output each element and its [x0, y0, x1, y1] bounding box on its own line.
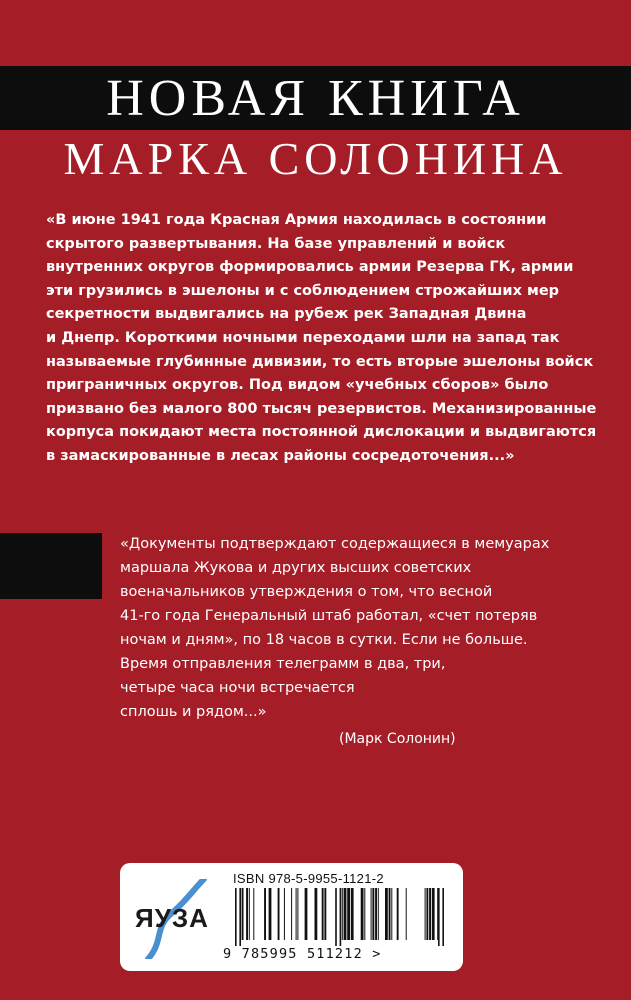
- barcode-bar: [242, 888, 244, 940]
- barcode-bar: [425, 888, 426, 940]
- barcode-bar: [324, 888, 326, 940]
- quote-1-line: в замаскированные в лесах районы сосредоточения...»: [46, 447, 515, 464]
- barcode-bar: [371, 888, 372, 940]
- quote-2-line: Время отправления телеграмм в два, три,: [120, 656, 446, 672]
- title-line-1: НОВАЯ КНИГА: [106, 70, 525, 127]
- quote-block-2: [120, 532, 610, 724]
- barcode-bar: [389, 888, 391, 940]
- quote-2-line: четыре часа ночи встречается: [120, 680, 355, 696]
- barcode-bar: [406, 888, 407, 940]
- barcode-bar: [372, 888, 374, 940]
- barcode-bar: [364, 888, 365, 940]
- barcode-bar: [351, 888, 354, 940]
- barcode-bar: [235, 888, 237, 946]
- isbn-label: ISBN 978-5-9955-1121-2: [233, 871, 384, 886]
- barcode-bar: [344, 888, 347, 940]
- publisher-logo-text: ЯУЗА: [135, 903, 209, 933]
- barcode-bar: [340, 888, 342, 946]
- barcode-bar: [391, 888, 392, 940]
- title-line-2: МАРКА СОЛОНИНА: [63, 133, 568, 184]
- barcode-bar: [378, 888, 379, 940]
- barcode-bar: [361, 888, 364, 940]
- barcode-bar: [438, 888, 440, 946]
- quote-1-line: корпуса покидают места постоянной дислокации и выдвигаются: [46, 424, 597, 441]
- quote-1-line: приграничных округов. Под видом «учебных сборов» было: [46, 377, 549, 394]
- barcode-bar: [249, 888, 250, 940]
- barcode-bar: [429, 888, 431, 940]
- barcode-bar: [278, 888, 280, 940]
- quote-2-line: сплошь и рядом...»: [120, 704, 267, 720]
- publisher-logo: [134, 879, 210, 959]
- barcode-bar: [347, 888, 350, 940]
- barcode-bar: [426, 888, 428, 940]
- isbn-panel: [120, 863, 463, 971]
- barcode-bar: [297, 888, 298, 940]
- barcode-digits: 9 785995 511212 >: [223, 946, 382, 962]
- barcode-bar: [296, 888, 297, 940]
- barcode-bar: [385, 888, 388, 940]
- barcode-bar: [284, 888, 285, 940]
- barcode-bar: [291, 888, 292, 940]
- barcode-bar: [264, 888, 266, 940]
- quote-1-line: призвано без малого 800 тысяч резервистов. Механизированные: [46, 400, 597, 417]
- author-attribution: (Марк Солонин): [339, 731, 456, 747]
- barcode-bar: [335, 888, 337, 946]
- barcode-bar: [246, 888, 248, 940]
- quote-block-1: [46, 209, 606, 469]
- quote-2-line: маршала Жукова и других высших советских: [120, 560, 472, 576]
- quote-1-line: внутренних округов формировались армии Резерва ГК, армии: [46, 259, 574, 276]
- barcode-bar: [315, 888, 318, 940]
- quote-2-line: 41-го года Генеральный штаб работал, «счет потеряв: [120, 608, 538, 624]
- quote-1-line: эти грузились в эшелоны и с соблюдением строжайших мер: [46, 282, 560, 299]
- barcode-bar: [305, 888, 308, 940]
- barcode-bar: [442, 888, 444, 946]
- quote-2-line: ночам и дням», по 18 часов в сутки. Если не больше.: [120, 632, 528, 648]
- barcode-bar: [269, 888, 272, 940]
- barcode-bar: [322, 888, 324, 940]
- quote-1-line: «В июне 1941 года Красная Армия находилась в состоянии: [46, 212, 547, 228]
- quote-1-line: секретности выдвигались на рубеж рек Западная Двина: [46, 306, 527, 323]
- quote-2-line: военачальников утверждения о том, что весной: [120, 584, 493, 600]
- barcode-bar: [342, 888, 343, 940]
- barcode-bar: [375, 888, 377, 940]
- quote-1-line: и Днепр. Короткими ночными переходами шли на запад так: [46, 329, 560, 346]
- barcode-bar: [432, 888, 435, 940]
- quote-1-line: называемые глубинные дивизии, то есть вторые эшелоны войск: [46, 353, 594, 370]
- quote-1-line: скрытого развертывания. На базе управлений и войск: [46, 235, 506, 252]
- decorative-black-block: [0, 533, 102, 599]
- barcode-bar: [253, 888, 254, 940]
- barcode-bar: [239, 888, 241, 946]
- quote-2-line: «Документы подтверждают содержащиеся в мемуарах: [120, 536, 550, 552]
- isbn-barcode: [235, 888, 445, 946]
- barcode-bar: [397, 888, 399, 940]
